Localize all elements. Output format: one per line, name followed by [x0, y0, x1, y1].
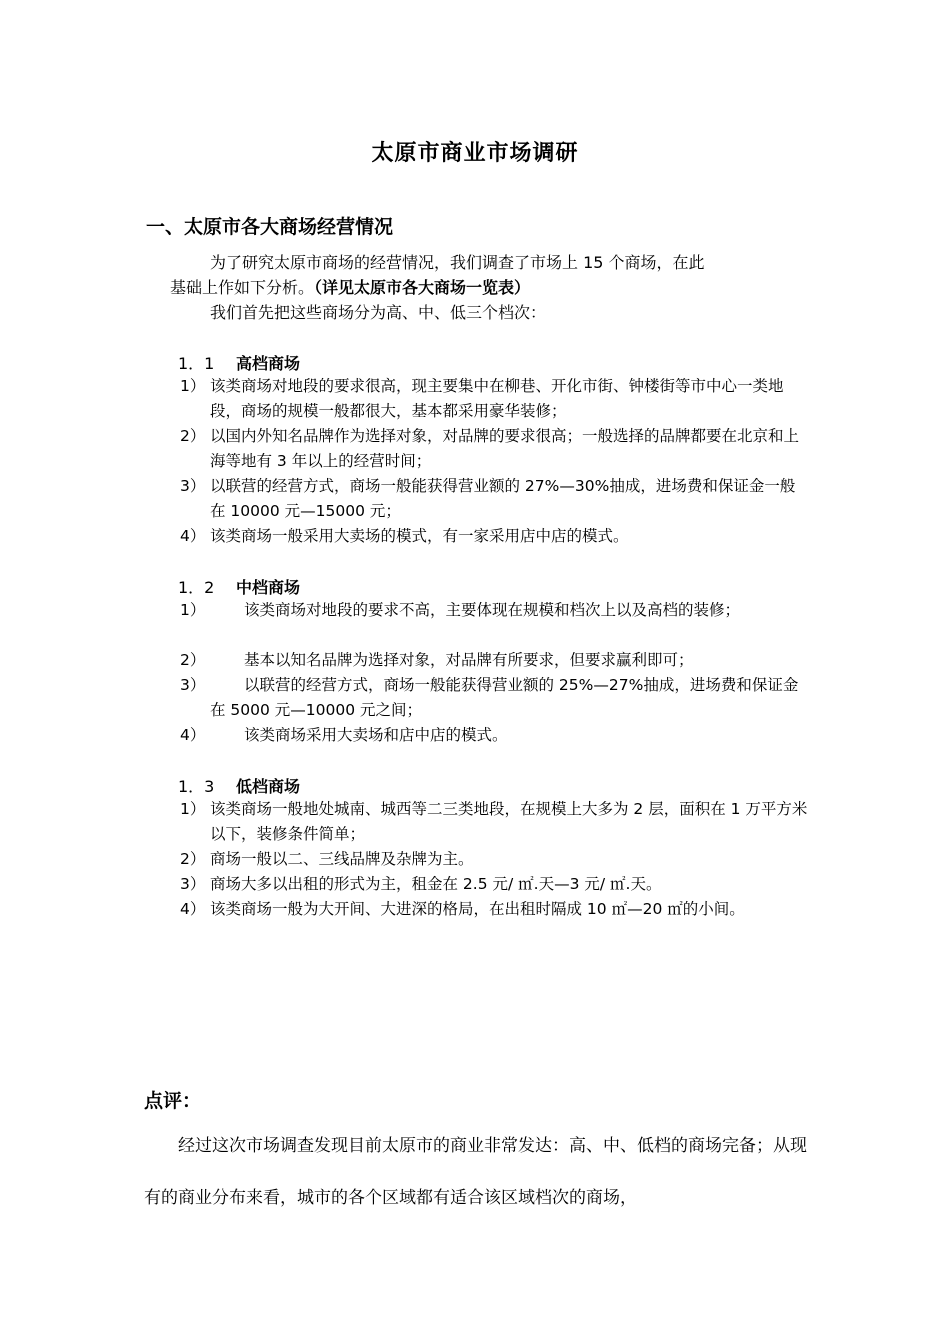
- list-text: 该类商场一般地处城南、城西等二三类地段，在规模上大多为 2 层，面积在 1 万平方米以下，装修条件简单；: [210, 800, 808, 843]
- list-marker: 1）: [180, 601, 206, 619]
- intro-line-2-text: 基础上作如下分析。: [170, 278, 315, 297]
- list-marker: 3）: [180, 676, 206, 694]
- list-marker: 4）: [180, 527, 206, 545]
- list-item: [180, 872, 810, 897]
- list-item: [180, 648, 810, 673]
- list-marker: 2）: [180, 651, 206, 669]
- list-marker: 3）: [180, 875, 206, 893]
- page-title: 太原市商业市场调研: [371, 141, 579, 166]
- subsection-heading-high: [178, 351, 300, 374]
- subsection-label: 高档商场: [236, 354, 301, 373]
- list-text: 该类商场一般采用大卖场的模式，有一家采用店中店的模式。: [210, 527, 629, 545]
- list-item: [180, 374, 810, 424]
- intro-line-2: [170, 275, 530, 300]
- list-marker: 4）: [180, 726, 206, 744]
- list-item: [180, 524, 810, 549]
- list-text: 基本以知名品牌为选择对象，对品牌有所要求，但要求赢利即可；: [244, 651, 694, 669]
- subsection-number: 1．1: [178, 354, 215, 373]
- list-text: 该类商场对地段的要求很高，现主要集中在柳巷、开化市街、钟楼街等市中心一类地段，商场的规模一般都很大，基本都采用豪华装修；: [210, 377, 784, 420]
- list-item: [180, 797, 810, 847]
- list-marker: 2）: [180, 850, 206, 868]
- subsection-label: 中档商场: [236, 578, 301, 597]
- subsection-number: 1．2: [178, 578, 215, 597]
- list-marker: 1）: [180, 800, 206, 818]
- review-heading: 点评：: [144, 1090, 202, 1112]
- list-marker: 2）: [180, 427, 206, 445]
- list-text: 以联营的经营方式，商场一般能获得营业额的 25%—27%抽成，进场费和保证金在 5000 元—10000 元之间；: [210, 676, 799, 719]
- subsection-label: 低档商场: [236, 777, 301, 796]
- list-text: 该类商场一般为大开间、大进深的格局，在出租时隔成 10 ㎡—20 ㎡的小间。: [210, 900, 745, 918]
- list-item: [180, 723, 810, 748]
- list-marker: 3）: [180, 477, 206, 495]
- section-heading: 一、太原市各大商场经营情况: [146, 216, 394, 238]
- list-text: 该类商场对地段的要求不高，主要体现在规模和档次上以及高档的装修；: [244, 601, 741, 619]
- list-text: 商场大多以出租的形式为主，租金在 2.5 元/ ㎡.天—3 元/ ㎡.天。: [210, 875, 662, 893]
- review-paragraph: 经过这次市场调查发现目前太原市的商业非常发达：高、中、低档的商场完备；从现有的商业分布来看，城市的各个区域都有适合该区域档次的商场，: [144, 1136, 807, 1208]
- table-reference: （详见太原市各大商场一览表）: [314, 278, 531, 297]
- intro-line-3: 我们首先把这些商场分为高、中、低三个档次：: [210, 303, 547, 322]
- list-text: 以联营的经营方式，商场一般能获得营业额的 27%—30%抽成，进场费和保证金一般在 10000 元—15000 元；: [210, 477, 796, 520]
- subsection-heading-mid: [178, 575, 300, 598]
- list-marker: 1）: [180, 377, 206, 395]
- list-item: [180, 424, 810, 474]
- list-item: [180, 673, 810, 723]
- list-text: 商场一般以二、三线品牌及杂牌为主。: [210, 850, 474, 868]
- list-item: [180, 847, 810, 872]
- list-text: 以国内外知名品牌作为选择对象，对品牌的要求很高；一般选择的品牌都要在北京和上海等地有 3 年以上的经营时间；: [210, 427, 800, 470]
- list-item: [180, 897, 810, 922]
- list-text: 该类商场采用大卖场和店中店的模式。: [244, 726, 508, 744]
- intro-line-1: 为了研究太原市商场的经营情况，我们调查了市场上 15 个商场，在此: [210, 253, 705, 272]
- subsection-number: 1．3: [178, 777, 215, 796]
- list-marker: 4）: [180, 900, 206, 918]
- subsection-heading-low: [178, 774, 300, 797]
- list-item: [180, 474, 810, 524]
- list-item: [180, 598, 810, 623]
